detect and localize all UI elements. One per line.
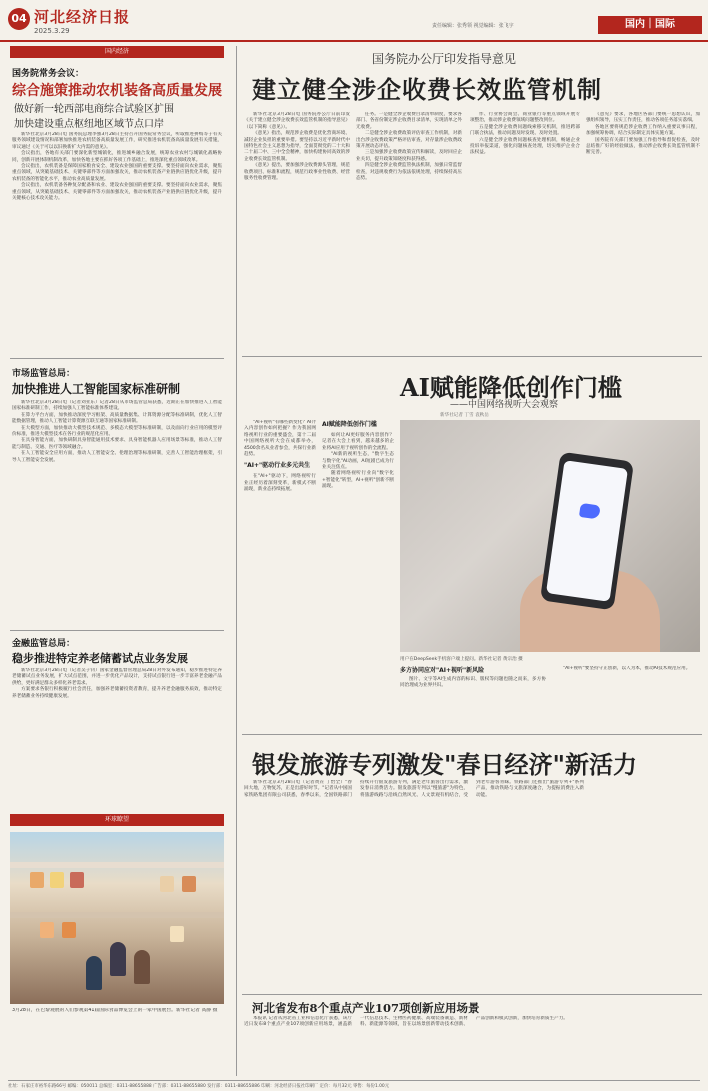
a2-para: 在算力平台方面，加快推动深度学习框架、高质量数据集、计算资源分配等标准研制，优化人工智能数据管理，推动人工智能计算资源互联互通等国家标准研制。 [12,412,222,425]
ai-para: 在"AI+"驱动下，网络视听行业正经历着深刻变革，新模式不断涌现，新业态持续拓展。 [244,474,316,493]
main-para: 《意见》提出，要加强涉企收费源头管理，规范收费项目、标准和流程，规范行政事业性收费、经营服务性收费管理。 [244,163,350,182]
ai-section-1: "AI+"驱动行业多元共生 [244,462,311,470]
deepseek-photo [400,420,700,652]
a2-kicker: 市场监管总局： [12,369,76,379]
a3-title: 稳步推进特定养老储蓄试点业务发展 [12,652,188,665]
main-para: 作、行业协会商会、商业银行等重点领域开展专项整治，推动涉企收费领域问题整改到位。 [470,112,580,124]
divider [242,994,702,995]
main-para: 各地区要将规范涉企收费工作纳入重要议事日程，加强统筹协调，结合实际制定具体实施方案。 [586,124,700,137]
ai-para: 图片、文字等AI生成内容的标识、版权等问题也随之而来，多方协同治理成为业界共识。 [400,677,546,689]
main-para: 《意见》要求，各地区各部门要统一思想认识，加强组织领导，压实工作责任，推动各项任务落实落细。 [586,112,700,124]
ai-subtitle: ——中国网络视听大会观察 [450,400,559,410]
ai-section-2: AI赋能降低创作门槛 [322,421,377,428]
main-para: 二是健全涉企收费政策评估审查工作机制，对新出台涉企收费政策严格评估审查，对存量涉企收费政策开展动态评估。 [356,131,462,150]
expo-photo [10,832,224,1004]
a1-title: 综合施策推动农机装备高质量发展 [12,83,222,99]
hebei-para: 本报讯 记者从河北省工业和信息化厅获悉，该厅近日发布8个重点产业107项创新应用场景，涵盖新一代信息技术、生物医药健康、高端装备制造、新材料、新能源等领域，旨在以场景创新带动技术创新、产品创新和模式创新，加快培育新质生产力。 [244,1016,568,1028]
main-title: 建立健全涉企收费长效监管机制 [252,75,602,104]
ai-byline: 新华社记者 丁雪 袁秋岳 [440,413,489,418]
a3-body [12,668,222,810]
top-rule [0,40,708,42]
ai-para: "AI新的视听生态，"数字生态与数字化"AI动画，AI短剧已成为行业关注焦点。 [322,452,394,471]
column-separator [236,46,237,1076]
divider [242,356,702,357]
a3-para: 方案要求各银行积极履行社会责任，加强养老储蓄投资者教育，提升养老金融服务质效，推动特定养老储蓄业务持续健康发展。 [12,687,222,699]
divider [10,358,224,359]
ai-col-4 [554,666,700,728]
a2-body [12,400,222,626]
hebei-title: 河北省发布8个重点产业107项创新应用场景 [252,1001,480,1015]
ai-col-2 [322,420,394,660]
editor-credits: 责任编辑：张秀领 视觉编辑：张飞宇 [432,23,514,29]
ai-col-3 [400,666,546,728]
main-col-4 [586,112,700,352]
main-para: 五是健全涉企收费问题线索移交机制，推进跨部门联合执法，推动问题及时发现、及时处置。 [470,124,580,137]
main-col-1 [244,112,350,352]
deepseek-logo-icon [579,503,601,520]
ai-col-1 [244,420,316,720]
ai-photo-caption: 用户在DeepSeek手机客户端上提问。新华社记者 黄宗治 摄 [400,657,523,662]
divider [10,630,224,631]
a3-kicker: 金融监管总局： [12,639,76,649]
tourism-body [244,780,700,990]
main-para: 新华社北京3月28日电 国务院办公厅日前印发《关于建立健全涉企收费长效监管机制的指导意见》（以下简称《意见》）。 [244,112,350,130]
a1-kicker: 国务院常务会议： [12,69,85,79]
a1-body [12,132,222,356]
photo-section-label: 环球瞭望 [10,814,224,826]
main-para: 四是健全涉企收费监管执法机制，加强日常监督检查，对违规收费行为依法依规处理，持续保持高压态势。 [356,163,462,182]
hebei-body [244,1016,700,1076]
a1-para: 会议指出，各地有关部门要深化新型城镇化，推进城乡融合发展，统筹农业农村与城镇化战略协同，创新开展体制机制改革，加快各地主要在抓好各项工作基础上，推进深化重点领域改革。 [12,151,222,163]
a2-para: 新华社北京3月28日电（记者刘亚东）记者28日从市场监管总局获悉，近期正在加快推进人工智能国家标准研制工作，持续加强人工智能标准体系建设。 [12,400,222,412]
page-number: 04 [8,8,30,30]
a3-para: 新华社北京3月28日电（记者吴子钊）国家金融监督管理总局28日对外发布通知，稳步推进特定养老储蓄试点业务发展，扩大试点范围，并进一步优化产品设计，支持试点银行进一步丰富养老金融产品供给，更好满足群众多样化养老需求。 [12,668,222,686]
main-para: 国务院有关部门要加强工作指导和督促检查，及时总结推广好的经验做法，推动涉企收费长效监管机制不断完善。 [586,137,700,156]
a1-subtitle-1: 做好新一轮西部电商综合试验区扩围 [14,104,174,115]
ai-title: AI赋能降低创作门槛 [400,373,622,402]
a2-para: 在人工智能安全应用方面，推动人工智能安全、伦理治理等标准研制，完善人工智能治理框架，引导人工智能安全发展。 [12,451,222,463]
a1-subtitle-2: 加快建设重点枢纽地区域节点口岸 [14,119,164,130]
left-section-label: 国内经济 [10,46,224,58]
footer: 社址：石家庄市裕华东路66号 邮编：050011 总编室：0311-88655888 广告部：0311-88655880 发行部：0311-88655886 印刷：河北经济日报社印刷厂 定价：每月32元 零售：每份1.00元 [8,1080,700,1089]
main-para: 任务。一是健全涉企收费目录清单制度，要求各部门、各省份制定涉企收费目录清单，实现清单之外无收费。 [356,112,462,130]
expo-photo-caption: 3月28日，在巴黎观展的人们参观第41届国际食品博览会上的一家中国展台。新华社记者 高静 摄 [12,1008,218,1013]
ai-para: "AI+视听"要坚持守正创新，以人为本，推动AI技术规范应用。 [563,666,691,671]
a1-para: 会议指出，农机装备各种复杂配备和农业、建设农业强国的重要支撑。要坚持面向农业需求，聚焦重点领域，从突破基础技术、关键零部件等方面加强攻关，推动农机装备产业链供应链优化升级，提升关键核心技术攻关能力。 [12,183,222,202]
main-col-3 [470,112,580,352]
main-para: 六是健全涉企收费问题核查处理机制，畅通企业投诉举报渠道，强化问题核查处理，切实维护企业合法权益。 [470,137,580,156]
a2-para: 在具身智能方面，加快研制具身智能通用技术要求、具身智能机器人应用场景等标准，推动人工智能与制造、交通、医疗等领域融合。 [12,438,222,450]
ai-section-3: 多方协同应对"AI+视听"新风险 [400,667,485,674]
tourism-para: 新华社北京3月28日电（记者黄垚 丁怡全）"春回大地，万物复苏，正是出游好时节。"记者从中国国家铁路集团有限公司获悉，春季以来，全国铁路部门持续开行银发旅游专列，满足老年旅客出行需求，激发春日消费活力。银发旅游专列以"慢旅游"为特色，将旅游线路与沿线自然风光、人文景观有机结合，受到老年游客青睐。铁路部门还推出"旅游专列+"系列产品，推动铁路与文旅深度融合，为提振消费注入新动能。 [244,780,584,798]
ai-para: 如何让AI更好服务内容创作？记者在大会上看到，越来越多的企业将AI应用于视听创作的全流程。 [322,433,394,451]
main-col-2 [356,112,462,352]
a1-para: 新华社北京3月28日电 国务院总理李强3月28日主持召开国务院常务会议，听取推进拼购等子有关服务领域建设情况和部署加快推进农机装备高质量发展工作，研究推进农机装备高质量发展有关措施，审议通过《关于可以以旧换新扩大内需的意见》。 [12,132,222,150]
paper-name: 河北经济日报 [34,8,131,26]
main-para: 三是加强涉企收费政策宣传和解读，及时回应企业关切，提升政策知晓度和获得感。 [356,150,462,162]
a1-para: 会议指出，农机装备是保障国家粮食安全、建设农业强国的重要支撑。要坚持面向农业需求，聚焦重点领域，从突破基础技术、关键零部件等方面加强攻关，推动农机装备产业链供应链优化升级，提升农机装备的智能化水平，推动农业高质量发展。 [12,164,222,182]
a2-title: 加快推进人工智能国家标准研制 [12,382,181,396]
tourism-title: 银发旅游专列激发"春日经济"新活力 [252,750,638,779]
main-para: 《意见》指出，规范涉企收费是优化营商环境、减轻企业负担的重要举措。要坚持以习近平新时代中国特色社会主义思想为指导，全面贯彻党的二十大和二十届二中、三中全会精神，加快构建协同高效的涉企收费长效监管机制。 [244,131,350,162]
ai-para: 随着网络视听行业向"数字化+智能化"转型，AI+视听"创新不断涌现。 [322,471,394,490]
section-tag: 国内｜国际 [598,16,702,34]
issue-date: 2025.3.29 [34,27,70,35]
main-kicker: 国务院办公厅印发指导意见 [372,52,517,66]
a2-para: 在大模型方面，加快推动大模型技术规范、多模态大模型等标准研制，以及面向行业应用的模型评价标准，推进大模型技术在各行业的规范化应用。 [12,425,222,438]
divider [242,734,702,735]
ai-para: "AI+视听"有哪些新变化？AI介入内容创作如何把握？作为我国网络视听行业的重要盛会，第十二届中国网络视听大会在成都举办，4500余名从业者参会，共探行业新趋势。 [244,420,316,458]
